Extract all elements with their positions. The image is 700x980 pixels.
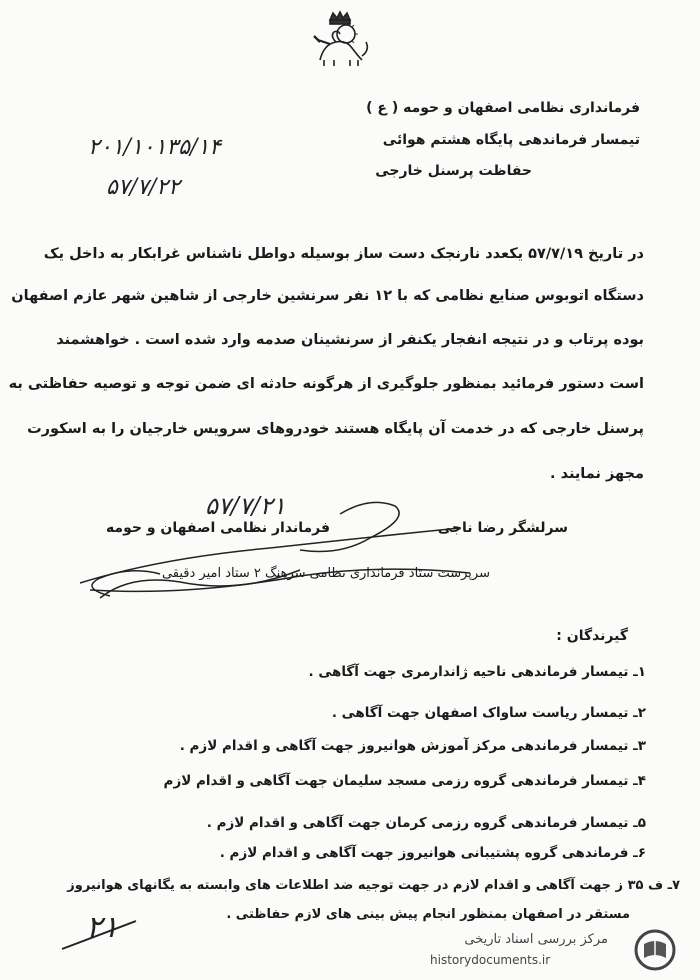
body-line-6: مجهز نمایند .: [550, 466, 644, 482]
signature-handwritten-date: ۵۷/۷/۲۱: [205, 492, 286, 520]
recipient-item-2: ۲ـ تیمسار ریاست ساواک اصفهان جهت آگاهی .: [331, 705, 646, 721]
staff-chief-line: سرپرست ستاد فرمانداری نظامی سرهنگ ۲ ستاد امیر دقیقی: [161, 566, 490, 581]
recipient-item-7: ۷ـ ف ۳۵ ز جهت آگاهی و اقدام لازم در جهت توجیه ضد اطلاعات های وابسته به یگانهای هوانیروز: [67, 878, 680, 893]
page-number: ۲۱: [86, 910, 119, 945]
body-line-3: بوده پرتاب و در نتیجه انفجار یکنفر از سرنشینان صدمه وارد شده است . خواهشمند: [56, 332, 644, 348]
watermark-name: مرکز بررسی اسناد تاریخی: [464, 932, 608, 947]
header-line-3: حفاظت پرسنل خارجی: [375, 163, 532, 179]
page-number-strike: [60, 915, 140, 955]
recipient-item-6: ۶ـ فرماندهی گروه پشتیبانی هوانیروز جهت آگاهی و اقدام لازم .: [219, 845, 646, 861]
reference-date: ۵۷/۷/۲۲: [106, 175, 180, 200]
header-line-2: تیمسار فرماندهی پایگاه هشتم هوائی: [382, 132, 640, 148]
lion-and-sun-emblem-icon: [300, 10, 380, 72]
signature-scribble: [40, 478, 520, 618]
body-line-4: است دستور فرمائید بمنظور جلوگیری از هرگونه حادثه ای ضمن توجه و توصیه حفاظتی به: [8, 376, 644, 392]
reference-number: ۲۰۱/۱۰۱۳۵/۱۴: [88, 135, 221, 160]
body-line-5: پرسنل خارجی که در خدمت آن پایگاه هستند خودروهای سرویس خارجیان را به اسکورت: [27, 421, 644, 437]
watermark-url: historydocuments.ir: [430, 953, 551, 967]
recipient-item-7-cont: مستقر در اصفهان بمنظور انجام پیش بینی های لازم حفاظتی .: [226, 907, 630, 922]
signature-name: سرلشگر رضا ناجی: [437, 520, 568, 536]
recipient-item-4: ۴ـ تیمسار فرماندهی گروه رزمی مسجد سلیمان جهت آگاهی و اقدام لازم: [163, 773, 646, 789]
archive-logo-icon: [630, 928, 680, 972]
recipients-heading: گیرندگان :: [556, 628, 628, 644]
body-line-2: دستگاه اتوبوس صنایع نظامی که با ۱۲ نفر سرنشین خارجی از شاهین شهر عازم اصفهان: [11, 288, 644, 304]
recipient-item-5: ۵ـ تیمسار فرماندهی گروه رزمی کرمان جهت آگاهی و اقدام لازم .: [206, 815, 646, 831]
recipient-item-1: ۱ـ تیمسار فرماندهی ناحیه ژاندارمری جهت آگاهی .: [308, 664, 646, 680]
body-line-1: در تاریخ ۵۷/۷/۱۹ یکعدد نارنجک دست ساز بوسیله دواطل ناشناس غرابکار به داخل یک: [43, 246, 644, 262]
recipient-item-3: ۳ـ تیمسار فرماندهی مرکز آموزش هوانیروز جهت آگاهی و اقدام لازم .: [179, 738, 646, 754]
header-line-1: فرمانداری نظامی اصفهان و حومه ( ع ): [366, 100, 640, 116]
signature-title: فرماندار نظامی اصفهان و حومه: [105, 520, 330, 536]
